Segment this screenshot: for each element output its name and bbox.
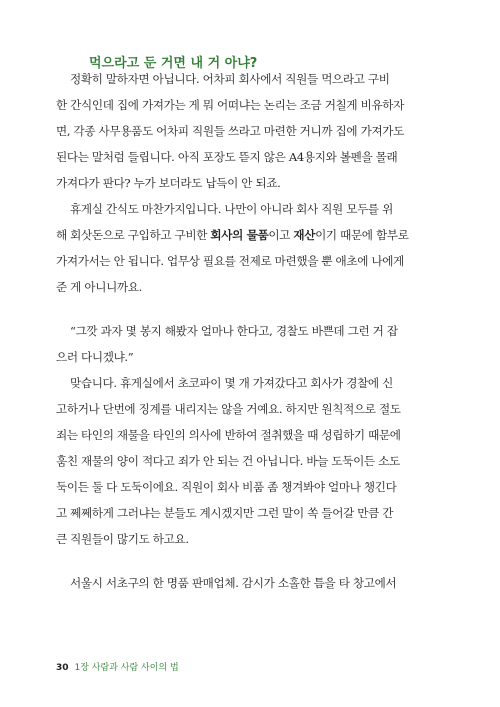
paragraph-4 — [56, 570, 448, 596]
chapter-title: 1장 사람과 사람 사이의 법 — [74, 663, 179, 673]
paragraph-3 — [56, 370, 448, 552]
text-line: 으러 다니겠냐.” — [56, 350, 134, 364]
text-line: 고하거나 단번에 징계를 내리지는 않을 거예요. 하지만 원칙적으로 절도 — [56, 402, 401, 416]
text-line: 죄는 타인의 재물을 타인의 의사에 반하여 절취했을 때 성립하기 때문에 — [56, 428, 401, 442]
page-number: 30 — [56, 663, 69, 673]
text-line: 서울시 서초구의 한 명품 판매업체. 감시가 소홀한 틈을 타 창고에서 — [70, 576, 397, 590]
text-line: 가져가서는 안 됩니다. 업무상 필요를 전제로 마련했을 뿐 애초에 나에게 — [56, 254, 404, 268]
text-line: 정확히 말하자면 아닙니다. 어차피 회사에서 직원들 먹으라고 구비 — [70, 72, 390, 86]
section-heading: 먹으라고 둔 거면 내 거 아냐? — [89, 56, 258, 71]
paragraph-1 — [56, 66, 448, 196]
text-line: 고 쩨쩨하게 그러냐는 분들도 계시겠지만 그런 말이 쏙 들어갈 만큼 간 — [56, 506, 394, 520]
text-line: 준 게 아니니까요. — [56, 280, 142, 294]
text-line: 한 간식인데 집에 가져가는 게 뭐 어떠냐는 논리는 조금 거칠게 비유하자 — [56, 98, 404, 112]
text-line: 된다는 말처럼 들립니다. 아직 포장도 뜯지 않은 A4용지와 볼펜을 몰래 — [56, 150, 398, 164]
text-line: 휴게실 간식도 마찬가지입니다. 나만이 아니라 회사 직원 모두를 위 — [70, 202, 393, 216]
text-segment: 해 회삿돈으로 구입하고 구비한 — [56, 228, 211, 242]
text-line: 훔친 재물의 양이 적다고 죄가 안 되는 건 아닙니다. 바늘 도둑이든 소도 — [56, 454, 400, 468]
text-segment: 이고 — [268, 228, 294, 242]
text-line: 맞습니다. 휴게실에서 초코파이 몇 개 가져갔다고 회사가 경찰에 신 — [70, 376, 393, 390]
text-line: 가져다가 판다? 누가 보더라도 납득이 안 되죠. — [56, 176, 281, 190]
text-line — [56, 222, 448, 248]
page-footer — [56, 660, 179, 673]
bold-term-property: 재산 — [293, 228, 316, 242]
paragraph-2 — [56, 196, 448, 300]
text-line: 면, 각종 사무용품도 어차피 직원들 쓰라고 마련한 거니까 집에 가져가도 — [56, 124, 404, 138]
text-segment: 이기 때문에 함부로 — [315, 228, 409, 242]
bold-term-company-goods: 회사의 물품 — [210, 228, 269, 242]
text-line: 큰 직원들이 많기도 하고요. — [56, 532, 189, 546]
text-line: 둑이든 둘 다 도둑이에요. 직원이 회사 비품 좀 챙겨봐야 얼마나 챙긴다 — [56, 480, 397, 494]
quotation — [56, 318, 448, 370]
text-line: “그깟 과자 몇 봉지 해봤자 얼마나 한다고, 경찰도 바쁜데 그런 거 잡 — [70, 324, 398, 338]
